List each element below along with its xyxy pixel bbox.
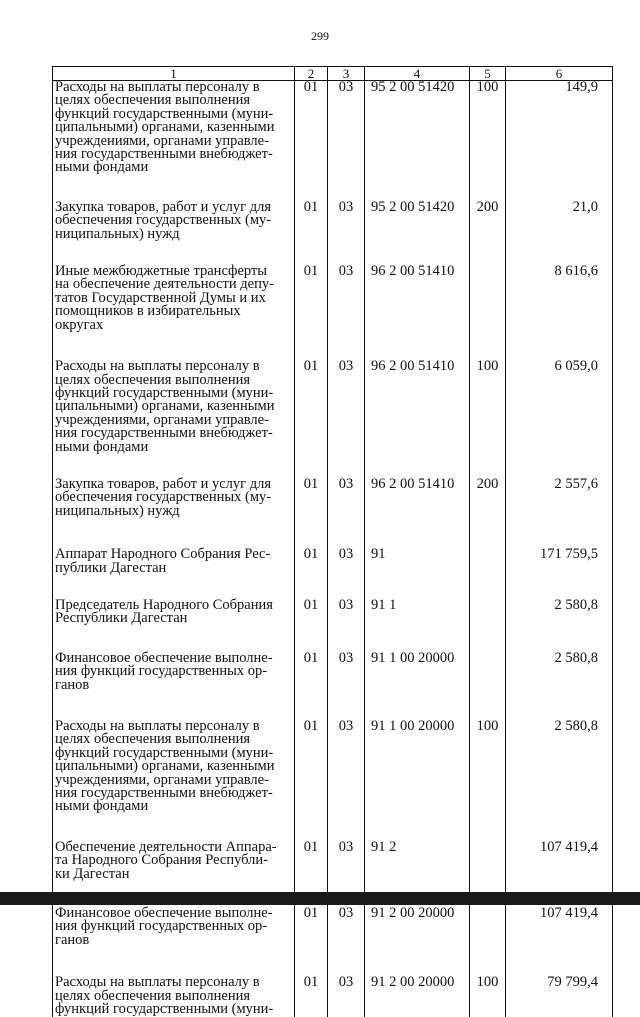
- row-target-article-code: 96 2 00 51410: [365, 478, 470, 548]
- row-name-line: ципальными) органами, казенными: [55, 119, 275, 136]
- row-section-code: 01: [295, 81, 328, 201]
- row-name-line: обеспечения государственных (му-: [55, 212, 272, 229]
- page-number: 299: [311, 29, 329, 43]
- row-name-line: целях обеспечения выполнения: [55, 92, 251, 109]
- row-name-line: учреждениями, органами управле-: [55, 411, 269, 428]
- table-body: [53, 81, 613, 1017]
- row-section-code: 01: [295, 548, 328, 599]
- row-section-code: 01: [295, 265, 328, 360]
- row-name-cell: [53, 548, 295, 599]
- row-subsection-code: 03: [328, 599, 365, 652]
- row-name-line: Финансовое обеспечение выполне-: [55, 649, 273, 666]
- row-subsection-code: 03: [328, 478, 365, 548]
- table-row: [53, 81, 613, 201]
- row-name-cell: [53, 976, 295, 1016]
- row-name-cell: [53, 720, 295, 841]
- row-section-code: 01: [295, 841, 328, 907]
- row-expense-type-code: [470, 907, 506, 976]
- row-name-line: обеспечения государственных (му-: [55, 489, 272, 506]
- row-target-article-code: 91 1 00 20000: [365, 720, 470, 841]
- row-subsection-code: 03: [328, 360, 365, 478]
- row-name-line: ганов: [55, 676, 90, 693]
- row-name-cell: [53, 265, 295, 360]
- row-name-cell: [53, 649, 295, 720]
- row-section-code: 01: [295, 599, 328, 652]
- row-expense-type-code: [470, 265, 506, 360]
- row-subsection-code: 03: [328, 976, 365, 1016]
- row-name-line: ганов: [55, 931, 90, 948]
- row-target-article-code: 91 2 00 20000: [365, 976, 470, 1016]
- row-target-article-code: 91: [365, 548, 470, 599]
- row-name-line: функций государственными (муни-: [55, 744, 274, 761]
- row-target-article-code: 95 2 00 51420: [365, 81, 470, 201]
- table-row: [53, 201, 613, 265]
- row-name-line: ния функций государственных ор-: [55, 918, 268, 935]
- row-target-article-code: 91 1 00 20000: [365, 652, 470, 720]
- row-name-line: ниципальных) нужд: [55, 225, 180, 242]
- row-name-cell: [53, 81, 295, 201]
- row-expense-type-code: [470, 548, 506, 599]
- row-name-line: ниципальных) нужд: [55, 502, 180, 519]
- column-header-6: 6: [506, 67, 613, 81]
- row-subsection-code: 03: [328, 841, 365, 907]
- row-section-code: 01: [295, 201, 328, 265]
- row-section-code: 01: [295, 907, 328, 976]
- row-amount: 149,9: [506, 81, 613, 201]
- row-target-article-code: 96 2 00 51410: [365, 265, 470, 360]
- row-amount: 2 557,6: [506, 478, 613, 548]
- row-name-line: ными фондами: [55, 438, 149, 455]
- row-target-article-code: 91 2: [365, 841, 470, 907]
- scan-bottom-edge: [0, 892, 640, 905]
- row-name-line: учреждениями, органами управле-: [55, 132, 269, 149]
- row-expense-type-code: [470, 652, 506, 720]
- table-row: [53, 265, 613, 360]
- row-name-line: Закупка товаров, работ и услуг для: [55, 198, 272, 215]
- budget-table: [52, 66, 613, 1017]
- table-row: [53, 976, 613, 1016]
- row-name-line: ния функций государственных ор-: [55, 663, 268, 680]
- row-name-line: функций государственными (муни-: [55, 1001, 274, 1017]
- row-name-line: целях обеспечения выполнения: [55, 731, 251, 748]
- row-expense-type-code: 100: [470, 360, 506, 478]
- row-expense-type-code: 200: [470, 478, 506, 548]
- row-subsection-code: 03: [328, 720, 365, 841]
- row-name-cell: [53, 475, 295, 548]
- row-section-code: 01: [295, 976, 328, 1016]
- row-expense-type-code: 100: [470, 720, 506, 841]
- row-expense-type-code: 200: [470, 201, 506, 265]
- row-expense-type-code: [470, 599, 506, 652]
- row-name-line: Финансовое обеспечение выполне-: [55, 905, 273, 922]
- row-name-line: Республики Дагестан: [55, 610, 188, 627]
- row-amount: 2 580,8: [506, 599, 613, 652]
- row-name-line: ния государственными внебюджет-: [55, 785, 273, 802]
- row-subsection-code: 03: [328, 201, 365, 265]
- column-header-4: 4: [365, 67, 470, 81]
- row-subsection-code: 03: [328, 265, 365, 360]
- column-header-3: 3: [328, 67, 365, 81]
- row-name-cell: [53, 360, 295, 478]
- row-name-line: округах: [55, 316, 104, 333]
- row-name-line: ципальными) органами, казенными: [55, 398, 275, 415]
- table-row: [53, 720, 613, 841]
- table-row: [53, 548, 613, 599]
- row-amount: 8 616,6: [506, 265, 613, 360]
- row-name-line: ки Дагестан: [55, 865, 130, 882]
- row-name-line: Обеспечение деятельности Аппара-: [55, 838, 277, 855]
- row-section-code: 01: [295, 652, 328, 720]
- row-name-line: Расходы на выплаты персоналу в: [55, 718, 260, 734]
- row-name-line: учреждениями, органами управле-: [55, 771, 269, 788]
- row-section-code: 01: [295, 478, 328, 548]
- row-name-cell: [53, 198, 295, 265]
- row-subsection-code: 03: [328, 652, 365, 720]
- row-name-line: та Народного Собрания Республи-: [55, 852, 268, 869]
- row-name-line: Закупка товаров, работ и услуг для: [55, 475, 272, 492]
- row-target-article-code: 96 2 00 51410: [365, 360, 470, 478]
- row-name-line: ния государственными внебюджет-: [55, 146, 273, 163]
- row-name-line: ципальными) органами, казенными: [55, 758, 275, 775]
- row-target-article-code: 91 1: [365, 599, 470, 652]
- row-amount: 107 419,4: [506, 907, 613, 976]
- row-subsection-code: 03: [328, 81, 365, 201]
- row-name-line: Аппарат Народного Собрания Рес-: [55, 546, 271, 563]
- row-amount: 2 580,8: [506, 652, 613, 720]
- row-name-cell: [53, 596, 295, 652]
- table-row: [53, 907, 613, 976]
- row-amount: 21,0: [506, 201, 613, 265]
- row-section-code: 01: [295, 720, 328, 841]
- row-section-code: 01: [295, 360, 328, 478]
- row-amount: 2 580,8: [506, 720, 613, 841]
- row-name-line: публики Дагестан: [55, 559, 167, 576]
- row-name-cell: [53, 907, 295, 976]
- row-name-line: функций государственными (муни-: [55, 384, 274, 401]
- table-row: [53, 599, 613, 652]
- row-name-line: функций государственными (муни-: [55, 105, 274, 122]
- row-name-line: татов Государственной Думы и их: [55, 289, 266, 306]
- row-name-line: Иные межбюджетные трансферты: [55, 263, 268, 280]
- row-amount: 107 419,4: [506, 841, 613, 907]
- row-subsection-code: 03: [328, 907, 365, 976]
- row-amount: 79 799,4: [506, 976, 613, 1016]
- row-name-line: Председатель Народного Собрания: [55, 596, 273, 613]
- row-amount: 6 059,0: [506, 360, 613, 478]
- column-header-2: 2: [295, 67, 328, 81]
- row-subsection-code: 03: [328, 548, 365, 599]
- row-name-line: ными фондами: [55, 159, 149, 176]
- column-header-5: 5: [470, 67, 506, 81]
- row-name-line: Расходы на выплаты персоналу в: [55, 358, 260, 375]
- row-name-line: помощников в избирательных: [55, 303, 241, 320]
- row-expense-type-code: 100: [470, 81, 506, 201]
- row-name-line: целях обеспечения выполнения: [55, 371, 251, 388]
- row-name-line: ными фондами: [55, 798, 149, 815]
- row-target-article-code: 91 2 00 20000: [365, 907, 470, 976]
- row-amount: 171 759,5: [506, 548, 613, 599]
- row-name-line: на обеспечение деятельности депу-: [55, 276, 274, 293]
- row-name-line: Расходы на выплаты персоналу в: [55, 974, 260, 991]
- table-row: [53, 652, 613, 720]
- row-expense-type-code: 100: [470, 976, 506, 1016]
- table-row: [53, 478, 613, 548]
- row-target-article-code: 95 2 00 51420: [365, 201, 470, 265]
- row-name-line: целях обеспечения выполнения: [55, 987, 251, 1004]
- row-name-line: Расходы на выплаты персоналу в: [55, 79, 260, 95]
- column-header-1: 1: [53, 67, 295, 81]
- table-row: [53, 360, 613, 478]
- row-name-line: ния государственными внебюджет-: [55, 425, 273, 442]
